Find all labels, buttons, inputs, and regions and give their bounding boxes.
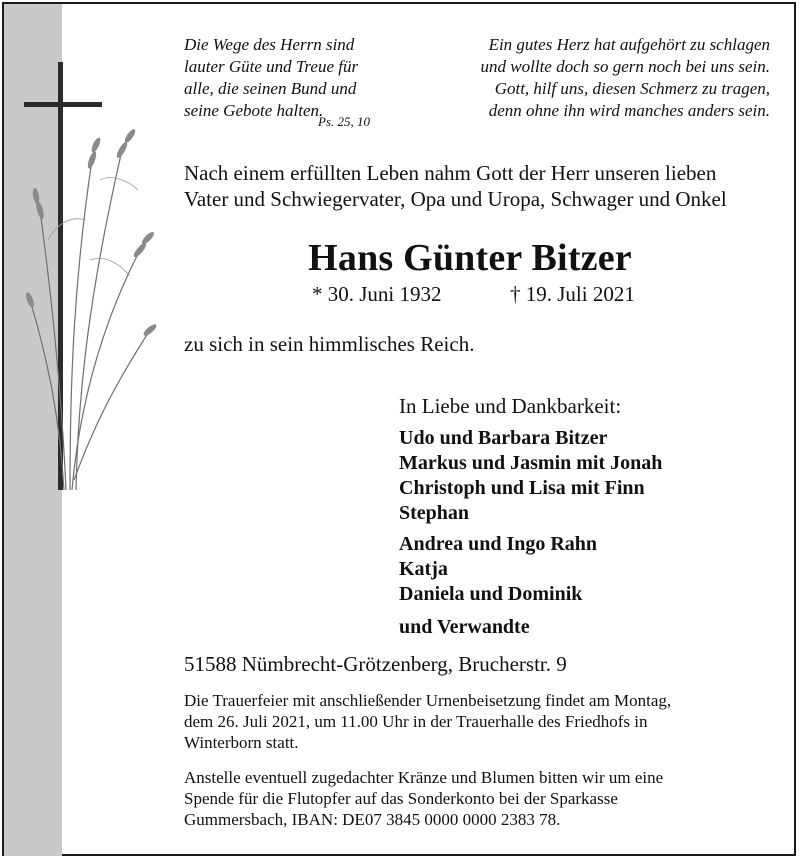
family-member: Stephan (399, 502, 470, 524)
family-list (399, 426, 662, 640)
deceased-name: Hans Günter Bitzer (308, 237, 632, 279)
ceremony-line: Winterborn statt. (184, 733, 299, 752)
family-member: Christoph und Lisa mit Finn (399, 477, 645, 499)
address: 51588 Nümbrecht-Grötzenberg, Brucherstr. 9 (184, 652, 567, 676)
verse-reference: Ps. 25, 10 (318, 114, 370, 129)
intro-text (184, 160, 784, 212)
verse-right-line: Gott, hilf uns, diesen Schmerz zu tragen, (494, 79, 770, 98)
donation-notice (184, 767, 774, 830)
verse-right-line: Ein gutes Herz hat aufgehört zu schlagen (488, 35, 770, 54)
family-member: Markus und Jasmin mit Jonah (399, 452, 663, 474)
ceremony-line: dem 26. Juli 2021, um 11.00 Uhr in der Trauerhalle des Friedhofs in (184, 712, 648, 731)
family-member: Andrea und Ingo Rahn (399, 533, 598, 555)
closing-text: zu sich in sein himmlisches Reich. (184, 332, 475, 356)
ceremony-notice (184, 690, 774, 753)
verse-left (184, 34, 394, 122)
intro-line: Nach einem erfüllten Leben nahm Gott der Herr unseren lieben (184, 161, 717, 185)
intro-line: Vater und Schwiegervater, Opa und Uropa, Schwager und Onkel (184, 187, 727, 211)
family-member: und Verwandte (399, 616, 530, 638)
verse-left-line: lauter Güte und Treue für (184, 57, 359, 76)
family-member: Katja (399, 558, 448, 580)
birth-date: * 30. Juni 1932 (312, 282, 442, 306)
verse-right (440, 34, 770, 122)
verse-left-line: Die Wege des Herrn sind (184, 35, 355, 54)
death-date: † 19. Juli 2021 (510, 282, 635, 306)
donation-line: Spende für die Flutopfer auf das Sonderkonto bei der Sparkasse (184, 789, 618, 808)
family-member: Udo und Barbara Bitzer (399, 427, 608, 449)
verse-left-line: alle, die seinen Bund und (184, 79, 357, 98)
thanks-heading: In Liebe und Dankbarkeit: (399, 394, 622, 418)
family-member: Daniela und Dominik (399, 583, 583, 605)
verse-right-line: und wollte doch so gern noch bei uns sein. (480, 57, 770, 76)
verse-right-line: denn ohne ihn wird manches anders sein. (488, 101, 770, 120)
verse-left-line: seine Gebote halten. (184, 101, 324, 120)
donation-line: Gummersbach, IBAN: DE07 3845 0000 0000 2383 78. (184, 810, 561, 829)
ceremony-line: Die Trauerfeier mit anschließender Urnenbeisetzung findet am Montag, (184, 691, 672, 710)
donation-line: Anstelle eventuell zugedachter Kränze und Blumen bitten wir um eine (184, 768, 664, 787)
